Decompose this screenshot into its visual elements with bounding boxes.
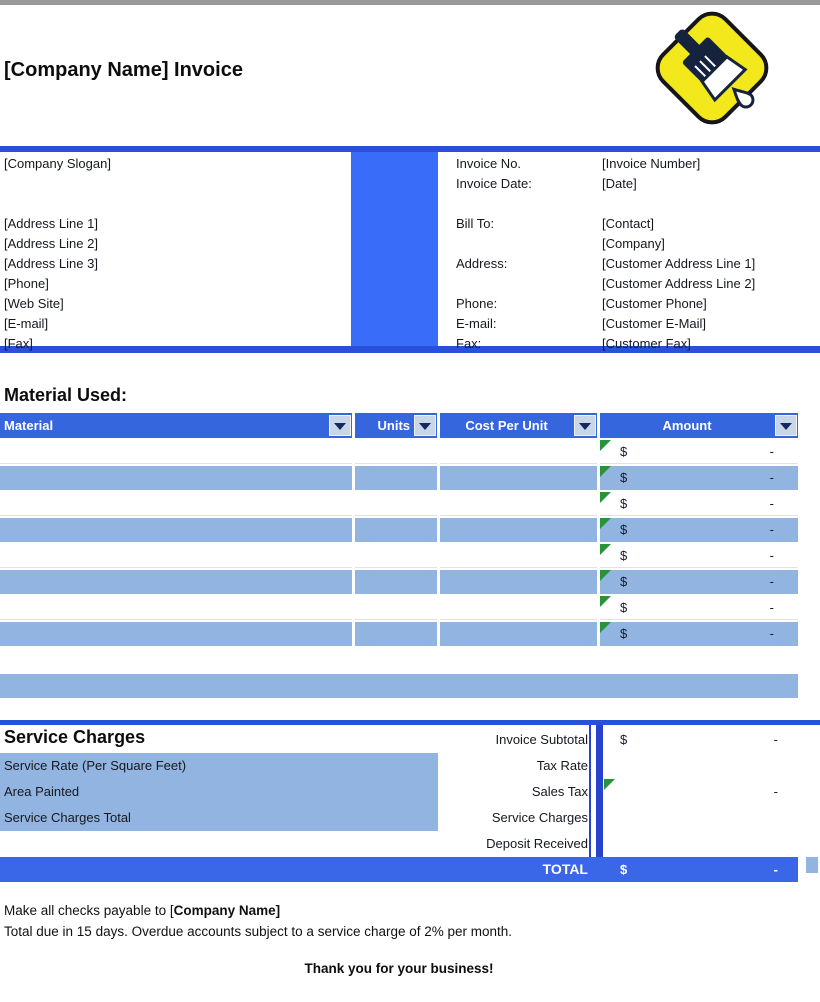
material-cell[interactable]	[0, 518, 352, 542]
address-label: Address:	[456, 256, 508, 271]
green-corner-triangle-icon	[600, 570, 611, 581]
units-cell[interactable]	[355, 570, 437, 594]
invoice-labels-column	[456, 154, 596, 354]
units-cell[interactable]	[355, 466, 437, 490]
service-rate-label[interactable]: Service Rate (Per Square Feet)	[4, 758, 187, 773]
material-cell[interactable]	[0, 492, 352, 516]
cost-filter-dropdown-icon[interactable]	[574, 415, 596, 436]
customer-fax-value[interactable]: [Customer Fax]	[602, 336, 691, 351]
amount-cell[interactable]: $ -	[600, 544, 798, 568]
invoice-no-label: Invoice No.	[456, 156, 522, 171]
service-charges-input-block	[0, 753, 438, 831]
material-cell[interactable]	[0, 466, 352, 490]
green-corner-triangle-icon	[600, 596, 611, 607]
cost-cell[interactable]	[440, 622, 597, 646]
column-header-material[interactable]: Material	[0, 413, 352, 438]
customer-address-1-value[interactable]: [Customer Address Line 1]	[602, 256, 756, 271]
green-corner-triangle-icon	[600, 622, 611, 633]
total-currency: $	[620, 862, 628, 877]
material-cell[interactable]	[0, 544, 352, 568]
green-corner-triangle-icon	[600, 492, 611, 503]
contact-value[interactable]: [Contact]	[602, 216, 655, 231]
sales-tax-value[interactable]: -	[773, 784, 778, 799]
company-email: [E-mail]	[4, 316, 49, 331]
customer-phone-value[interactable]: [Customer Phone]	[602, 296, 707, 311]
invoice-subtotal-currency: $	[620, 732, 628, 747]
cost-cell[interactable]	[440, 440, 597, 464]
service-charges-label: Service Charges	[491, 810, 588, 825]
amount-filter-dropdown-icon[interactable]	[775, 415, 797, 436]
material-row	[0, 622, 798, 646]
total-label: TOTAL	[542, 861, 588, 877]
units-filter-dropdown-icon[interactable]	[414, 415, 436, 436]
company-website: [Web Site]	[4, 296, 64, 311]
thank-you-line: Thank you for your business!	[304, 961, 494, 976]
area-painted-label[interactable]: Area Painted	[4, 784, 80, 799]
material-row	[0, 492, 798, 516]
totals-divider-thin	[589, 725, 591, 857]
column-header-cost-per-unit[interactable]: Cost Per Unit	[440, 413, 597, 438]
material-row	[0, 518, 798, 542]
invoice-number-value[interactable]: [Invoice Number]	[602, 156, 701, 171]
service-charges-total-label[interactable]: Service Charges Total	[4, 810, 131, 825]
units-cell[interactable]	[355, 596, 437, 620]
units-cell[interactable]	[355, 518, 437, 542]
amount-cell[interactable]: $ -	[600, 570, 798, 594]
amount-cell[interactable]: $ -	[600, 518, 798, 542]
cost-cell[interactable]	[440, 596, 597, 620]
units-cell[interactable]	[355, 440, 437, 464]
amount-cell[interactable]: $ -	[600, 622, 798, 646]
totals-labels-column	[400, 727, 588, 857]
company-address-line-1: [Address Line 1]	[4, 216, 98, 231]
total-row	[0, 857, 798, 882]
cost-cell[interactable]	[440, 518, 597, 542]
material-filter-dropdown-icon[interactable]	[329, 415, 351, 436]
material-cell[interactable]	[0, 622, 352, 646]
deposit-received-label: Deposit Received	[486, 836, 588, 851]
header-blue-band	[351, 152, 438, 346]
paintbrush-diamond-logo	[644, 2, 780, 136]
green-corner-triangle-icon	[600, 466, 611, 477]
phone-label: Phone:	[456, 296, 498, 311]
material-used-heading: Material Used:	[4, 385, 128, 405]
fax-label: Fax:	[456, 336, 482, 351]
tax-rate-label: Tax Rate	[536, 758, 588, 773]
footer-company-name: Company Name]	[173, 903, 281, 918]
payment-terms-line: Total due in 15 days. Overdue accounts subject to a service charge of 2% per month.	[4, 924, 513, 939]
total-value[interactable]: -	[773, 862, 778, 877]
company-fax: [Fax]	[4, 336, 33, 351]
email-label: E-mail:	[456, 316, 497, 331]
cost-cell[interactable]	[440, 570, 597, 594]
material-cell[interactable]	[0, 596, 352, 620]
units-cell[interactable]	[355, 544, 437, 568]
amount-cell[interactable]: $ -	[600, 596, 798, 620]
service-section-top-bar	[0, 720, 820, 725]
material-row	[0, 466, 798, 490]
customer-email-value[interactable]: [Customer E-Mail]	[602, 316, 707, 331]
material-row	[0, 544, 798, 568]
amount-cell[interactable]: $ -	[600, 492, 798, 516]
material-row	[0, 570, 798, 594]
material-table-rows	[0, 440, 798, 648]
checks-payable-line: Make all checks payable to [Company Name]	[4, 903, 281, 918]
units-cell[interactable]	[355, 492, 437, 516]
amount-cell[interactable]: $ -	[600, 440, 798, 464]
material-row	[0, 440, 798, 464]
units-cell[interactable]	[355, 622, 437, 646]
sales-tax-label: Sales Tax	[531, 784, 588, 799]
company-info-column	[4, 154, 334, 354]
cost-cell[interactable]	[440, 466, 597, 490]
invoice-date-label: Invoice Date:	[456, 176, 532, 191]
material-cell[interactable]	[0, 570, 352, 594]
company-address-line-3: [Address Line 3]	[4, 256, 98, 271]
cost-cell[interactable]	[440, 492, 597, 516]
material-cell[interactable]	[0, 440, 352, 464]
company-address-line-2: [Address Line 2]	[4, 236, 98, 251]
bill-to-label: Bill To:	[456, 216, 495, 231]
material-row	[0, 596, 798, 620]
company-slogan: [Company Slogan]	[4, 156, 111, 171]
company-phone: [Phone]	[4, 276, 49, 291]
invoice-subtotal-label: Invoice Subtotal	[495, 732, 588, 747]
cost-cell[interactable]	[440, 544, 597, 568]
column-header-units[interactable]: Units	[355, 413, 437, 438]
service-charges-heading: Service Charges	[4, 727, 146, 747]
invoice-date-value[interactable]: [Date]	[602, 176, 637, 191]
column-header-amount[interactable]: Amount	[600, 413, 798, 438]
amount-cell[interactable]: $ -	[600, 466, 798, 490]
green-corner-triangle-icon	[600, 518, 611, 529]
invoice-values-column	[602, 154, 817, 354]
green-corner-triangle-icon	[600, 440, 611, 451]
customer-company-value[interactable]: [Company]	[602, 236, 665, 251]
invoice-subtotal-value[interactable]: -	[773, 732, 778, 747]
green-corner-triangle-icon	[600, 544, 611, 555]
empty-blue-row[interactable]	[0, 674, 798, 698]
cell-fragment	[806, 857, 818, 873]
customer-address-2-value[interactable]: [Customer Address Line 2]	[602, 276, 756, 291]
page-title: [Company Name] Invoice	[4, 59, 243, 81]
